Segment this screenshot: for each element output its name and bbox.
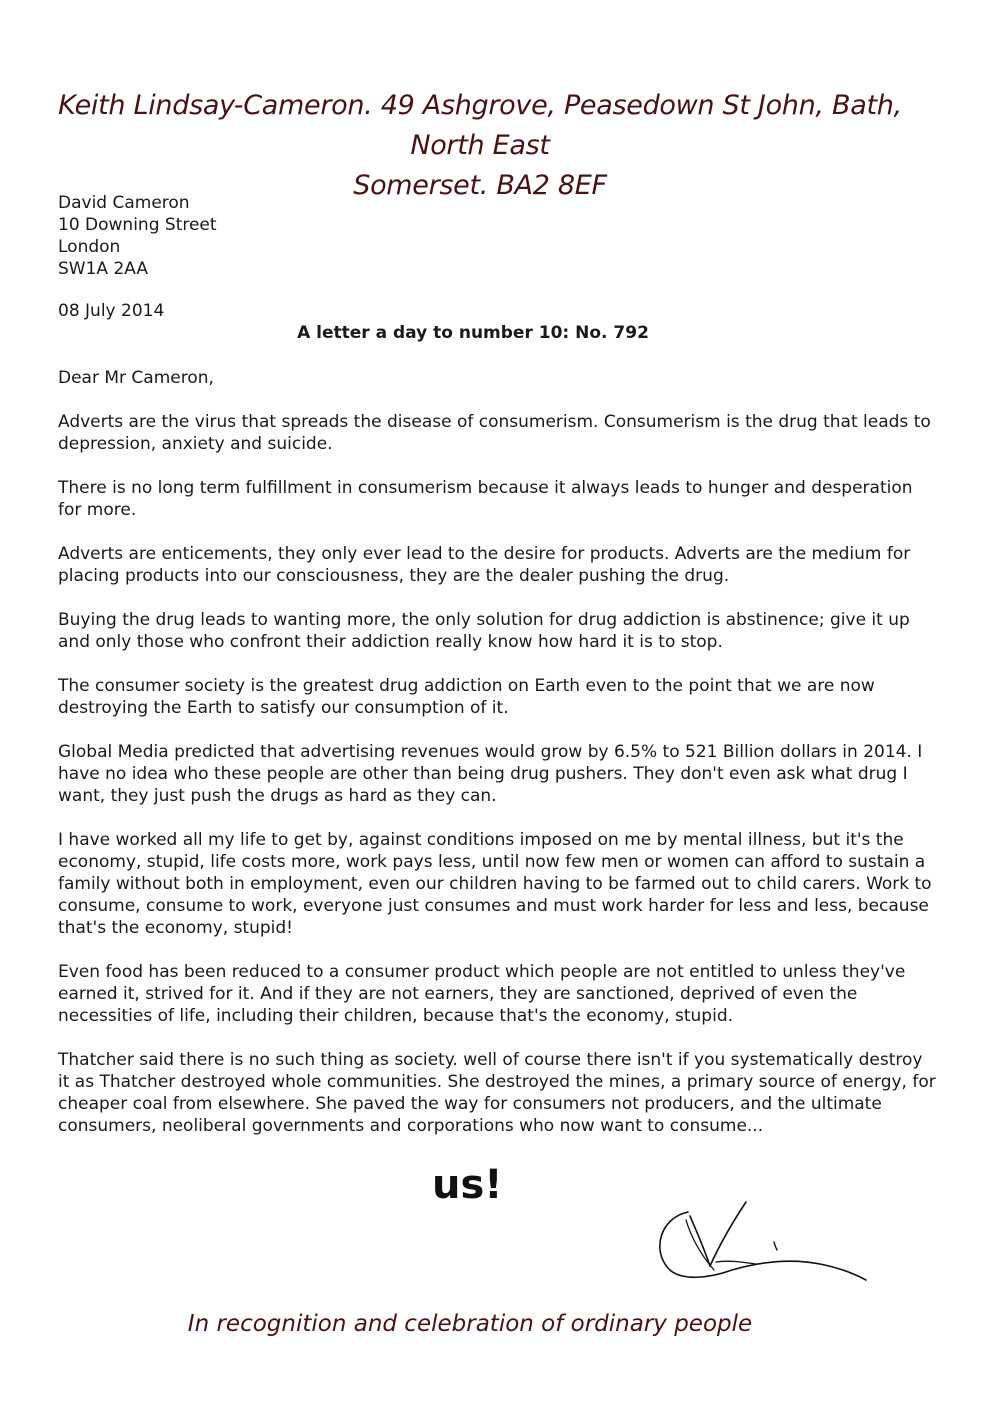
closing-word: us! bbox=[432, 1162, 503, 1208]
letterhead bbox=[40, 86, 920, 206]
paragraph: Even food has been reduced to a consumer product which people are not entitled to unless they've earned it, strived for it. And if they are not earners, they are sanctioned, deprived of even the necessities of life, including their children, because that's the economy, stupid. bbox=[58, 962, 906, 1026]
paragraph: Buying the drug leads to wanting more, the only solution for drug addiction is abstinence; give it up and only those who confront their addiction really know how hard it is to stop. bbox=[58, 610, 910, 652]
signature-icon bbox=[650, 1190, 880, 1300]
recipient-postcode: SW1A 2AA bbox=[58, 259, 148, 279]
salutation: Dear Mr Cameron, bbox=[58, 368, 214, 388]
letterhead-line-2: Somerset. BA2 8EF bbox=[353, 170, 607, 201]
letter-subject: A letter a day to number 10: No. 792 bbox=[297, 323, 649, 343]
recipient-address bbox=[58, 192, 217, 280]
recipient-street: 10 Downing Street bbox=[58, 215, 217, 235]
paragraph: There is no long term fulfillment in consumerism because it always leads to hunger and desperation for more. bbox=[58, 478, 913, 520]
paragraph: Adverts are the virus that spreads the disease of consumerism. Consumerism is the drug that leads to depression, anxiety and suicide. bbox=[58, 412, 931, 454]
letter-date: 08 July 2014 bbox=[58, 301, 165, 321]
paragraph: Global Media predicted that advertising revenues would grow by 6.5% to 521 Billion dollars in 2014. I have no idea who these people are other than being drug pushers. They don't even ask what drug I want, they just push the drugs as hard as they can. bbox=[58, 742, 923, 806]
paragraph: Thatcher said there is no such thing as society. well of course there isn't if you systematically destroy it as Thatcher destroyed whole communities. She destroyed the mines, a primary source of energy, for cheaper coal from elsewhere. She paved the way for consumers not producers, and the ultimate consumers, neoliberal governments and corporations who now want to consume... bbox=[58, 1050, 936, 1136]
letterhead-line-1: Keith Lindsay-Cameron. 49 Ashgrove, Peasedown St John, Bath, North East bbox=[58, 90, 902, 161]
paragraph: The consumer society is the greatest drug addiction on Earth even to the point that we are now destroying the Earth to satisfy our consumption of it. bbox=[58, 676, 875, 718]
recipient-city: London bbox=[58, 237, 121, 257]
footer-tagline: In recognition and celebration of ordinary people bbox=[187, 1311, 753, 1337]
paragraph: I have worked all my life to get by, against conditions imposed on me by mental illness, but it's the economy, stupid, life costs more, work pays less, until now few men or women can afford to sustain a family without both in employment, even our children having to be farmed out to child carers. Work to consume, consume to work, everyone just consumes and must work harder for less and less, because that's the economy, stupid! bbox=[58, 830, 932, 938]
letter-body bbox=[58, 411, 938, 1159]
recipient-name: David Cameron bbox=[58, 193, 190, 213]
paragraph: Adverts are enticements, they only ever lead to the desire for products. Adverts are the medium for placing products into our consciousness, they are the dealer pushing the drug. bbox=[58, 544, 911, 586]
